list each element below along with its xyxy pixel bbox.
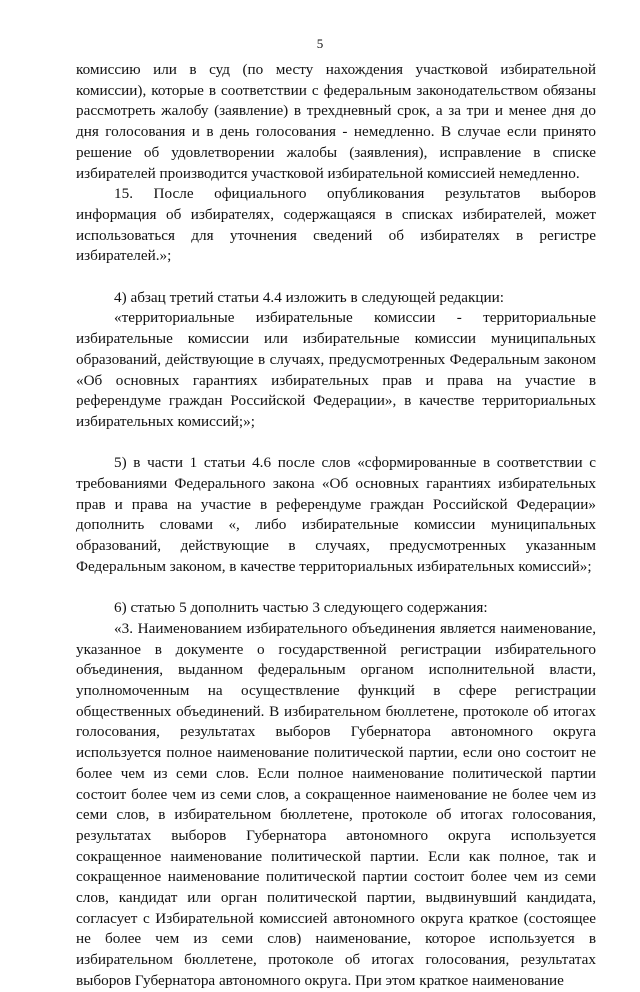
document-body	[76, 60, 596, 992]
paragraph-continuation: комиссию или в суд (по месту нахождения участковой избирательной комиссии), которые в соответствии с федеральным законодательством обязаны рассмотреть жалобу (заявление) в трехдневный срок, а за три и менее дня до дня голосования и в день голосования - немедленно. В случае если принято решение об удовлетворении жалобы (заявления), исправление в списке избирателей производится участковой избирательной комиссией немедленно.	[76, 61, 596, 182]
paragraph-amendment-4: 4) абзац третий статьи 4.4 изложить в следующей редакции:	[114, 288, 504, 306]
paragraph-clause-15: 15. После официального опубликования результатов выборов информация об избирателях, содержащаяся в списках избирателей, может использоваться для уточнения сведений об избирателях в регистре избирателей.»;	[76, 185, 596, 265]
paragraph-amendment-6-text: «3. Наименованием избирательного объединения является наименование, указанное в документе о государственной регистрации избирательного объединения, выданном федеральным органом исполнительной власти, уполномоченным на осуществление функций в сфере регистрации общественных объединений. В избирательном бюллетене, протоколе об итогах голосования, результатах выборов Губернатора автономного округа используется полное наименование политической партии, если оно состоит не более чем из семи слов. Если полное наименование политической партии состоит более чем из семи слов, а сокращенное наименование не более чем из семи слов, в избирательном бюллетене, протоколе об итогах голосования, результатах выборов Губернатора автономного округа используется сокращенное наименование политической партии. Если как полное, так и сокращенное наименование политической партии состоит более чем из семи слов, кандидат или орган политической партии, выдвинувший кандидата, согласует с Избирательной комиссией автономного округа краткое (состоящее не более чем из семи слов) наименование, которое используется в избирательном бюллетене, протоколе об итогах голосования, результатах выборов Губернатора автономного округа. При этом краткое наименование	[76, 619, 596, 989]
paragraph-amendment-6: 6) статью 5 дополнить частью 3 следующего содержания:	[114, 599, 488, 617]
paragraph-amendment-5: 5) в части 1 статьи 4.6 после слов «сформированные в соответствии с требованиями Федерального закона «Об основных гарантиях избирательных прав и права на участие в референдуме граждан Российской Федерации» дополнить словами «, либо избирательные комиссии муниципальных образований, действующие в случаях, предусмотренных указанным Федеральным законом, в качестве территориальных избирательных комиссий»;	[76, 454, 596, 575]
paragraph-amendment-4-text: «территориальные избирательные комиссии - территориальные избирательные комиссии или избирательные комиссии муниципальных образований, действующие в случаях, предусмотренных Федеральным законом «Об основных гарантиях избирательных прав и права на участие в референдуме граждан Российской Федерации», в качестве территориальных избирательных комиссий;»;	[76, 309, 596, 430]
page-number: 5	[316, 36, 324, 51]
